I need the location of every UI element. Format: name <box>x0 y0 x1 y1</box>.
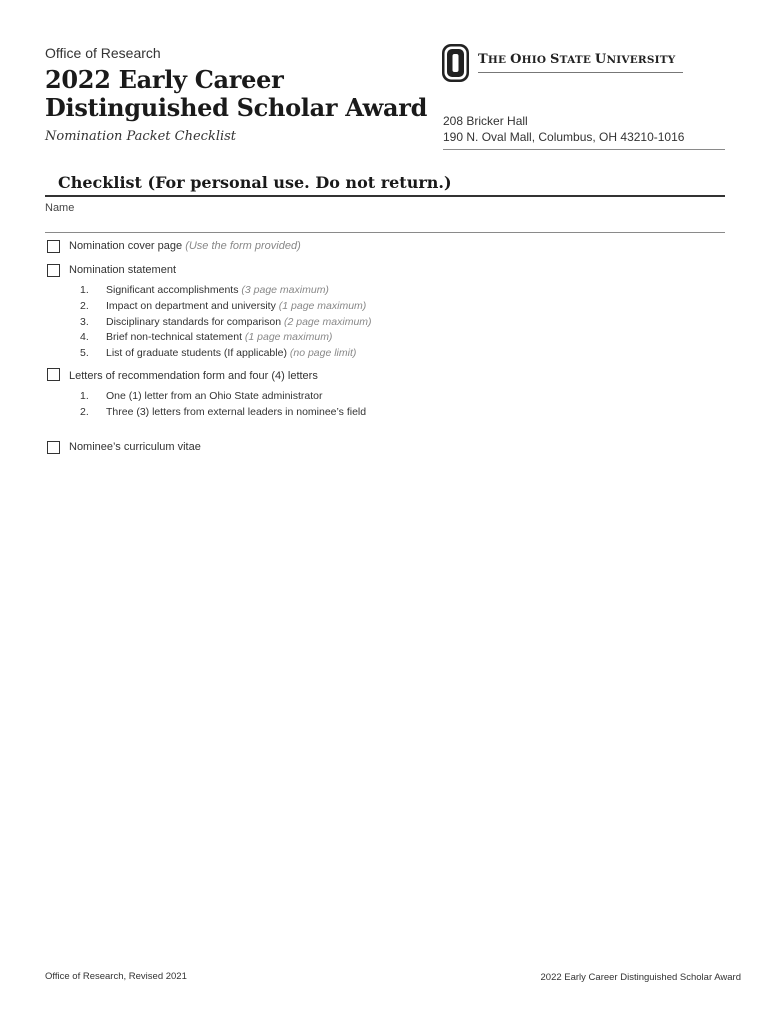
logo-underline <box>478 72 683 73</box>
list-item: 1. Significant accomplishments (3 page maximum) <box>80 284 329 296</box>
university-name: THE OHIO STATE UNIVERSITY <box>478 52 676 67</box>
list-item: 2. Three (3) letters from external leaders in nominee’s field <box>80 406 367 418</box>
title-line-2: Distinguished Scholar Award <box>45 93 428 122</box>
address-line-2: 190 N. Oval Mall, Columbus, OH 43210-1016 <box>443 130 685 144</box>
page-title <box>45 66 427 122</box>
address-block <box>443 113 684 145</box>
item-label: Nomination cover page <box>69 240 186 252</box>
name-field-line[interactable] <box>45 232 725 233</box>
footer-left: Office of Research, Revised 2021 <box>45 971 187 982</box>
office-label: Office of Research <box>45 45 161 61</box>
list-item: 4. Brief non-technical statement (1 page maximum) <box>80 331 333 343</box>
page-subtitle: Nomination Packet Checklist <box>45 129 237 144</box>
address-divider <box>443 149 725 150</box>
cover-page-checkbox[interactable] <box>47 240 60 253</box>
cv-checkbox[interactable] <box>47 441 60 454</box>
item-label: Letters of recommendation form and four (4) letters <box>69 370 318 382</box>
footer-right: 2022 Early Career Distinguished Scholar Award <box>540 972 741 983</box>
title-line-1: 2022 Early Career <box>45 65 284 94</box>
list-item: 2. Impact on department and university (1 page maximum) <box>80 300 367 312</box>
list-item: 3. Disciplinary standards for comparison (2 page maximum) <box>80 316 372 328</box>
heading-divider <box>45 195 725 197</box>
list-item: 1. One (1) letter from an Ohio State administrator <box>80 390 323 402</box>
list-item: 5. List of graduate students (If applicable) (no page limit) <box>80 347 357 359</box>
checklist-heading: Checklist (For personal use. Do not return.) <box>58 173 452 192</box>
address-line-1: 208 Bricker Hall <box>443 114 528 128</box>
statement-checkbox[interactable] <box>47 264 60 277</box>
item-label: Nomination statement <box>69 264 176 276</box>
letters-checkbox[interactable] <box>47 368 60 381</box>
item-note: (Use the form provided) <box>185 240 301 252</box>
item-label: Nominee’s curriculum vitae <box>69 441 201 453</box>
name-label: Name <box>45 202 75 214</box>
block-o-icon <box>442 44 469 82</box>
university-logo <box>442 44 725 84</box>
